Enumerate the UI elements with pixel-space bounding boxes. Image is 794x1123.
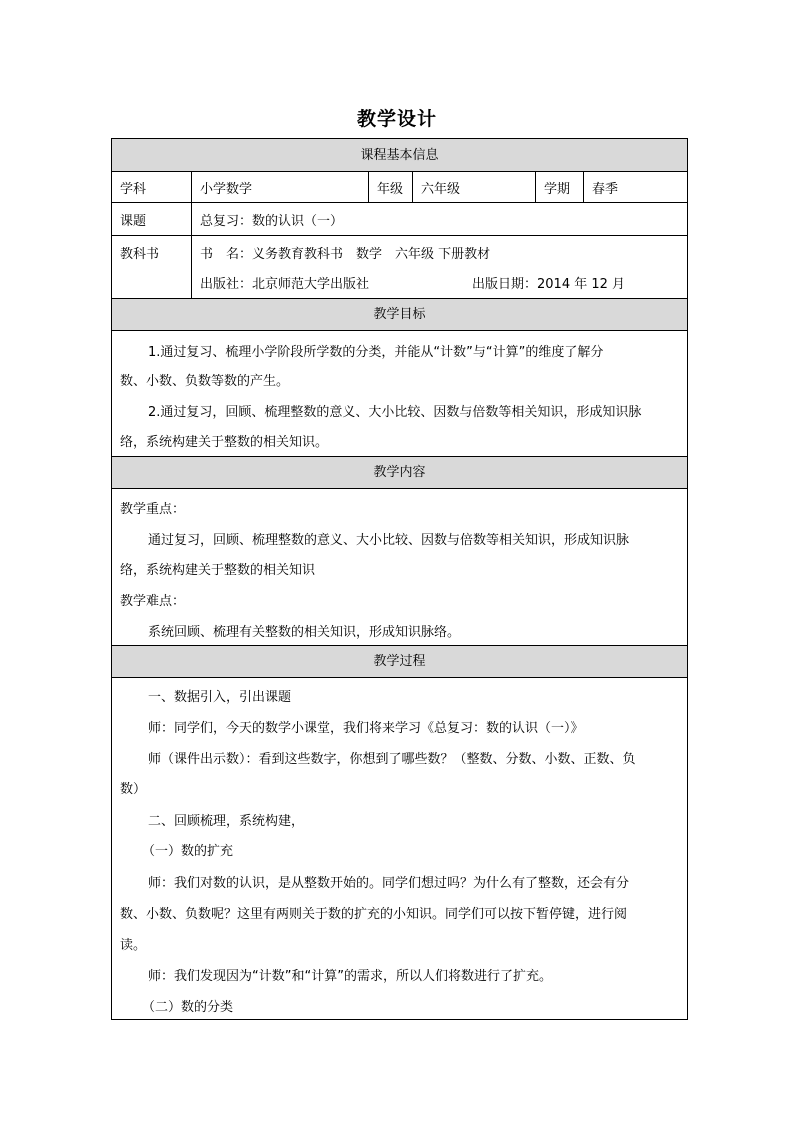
key-point-line-2: 络，系统构建关于整数的相关知识 bbox=[120, 563, 316, 578]
textbook-publisher: 出版社：北京师范大学出版社 bbox=[200, 277, 370, 292]
grade-label: 年级 bbox=[369, 172, 413, 202]
section-title: 教学目标 bbox=[373, 307, 426, 322]
process-line: 数） bbox=[120, 782, 147, 797]
subject-label: 学科 bbox=[112, 172, 192, 202]
topic-value: 总复习：数的认识（一） bbox=[200, 213, 344, 229]
textbook-label: 教科书 bbox=[112, 236, 192, 298]
subject-value: 小学数学 bbox=[192, 172, 369, 202]
section-header-process bbox=[112, 646, 687, 678]
process-line: 师：我们对数的认识，是从整数开始的。同学们想过吗？为什么有了整数，还会有分 bbox=[148, 876, 630, 891]
process-step-2: 二、回顾梳理，系统构建， bbox=[148, 814, 305, 829]
process-line: 数、小数、负数呢？这里有两则关于数的扩充的小知识。同学们可以按下暂停键，进行阅 bbox=[120, 907, 628, 922]
grade-value: 六年级 bbox=[413, 172, 536, 202]
process-line: 读。 bbox=[120, 938, 147, 953]
goal-1-line-2: 数、小数、负数等数的产生。 bbox=[120, 374, 290, 389]
goal-1-line-1: 1.通过复习、梳理小学阶段所学数的分类，并能从“计数”与“计算”的维度了解分 bbox=[148, 345, 604, 360]
process-subsection-1: （一）数的扩充 bbox=[142, 844, 234, 859]
goals-body bbox=[112, 331, 687, 457]
term-value: 春季 bbox=[592, 181, 619, 197]
section-title: 教学内容 bbox=[373, 465, 426, 480]
section-title: 教学过程 bbox=[373, 654, 426, 669]
process-line: 师：同学们，今天的数学小课堂，我们将来学习《总复习：数的认识（一）》 bbox=[148, 721, 584, 736]
process-step-1: 一、数据引入，引出课题 bbox=[148, 690, 292, 705]
textbook-pub-date: 出版日期：2014 年 12 月 bbox=[472, 277, 626, 292]
info-row-topic bbox=[112, 203, 687, 236]
difficulty-label: 教学难点： bbox=[120, 594, 186, 609]
process-line: 师（课件出示数）：看到这些数字，你想到了哪些数？（整数、分数、小数、正数、负 bbox=[148, 752, 636, 767]
term-label: 学期 bbox=[536, 172, 584, 202]
section-title: 课程基本信息 bbox=[360, 148, 439, 163]
process-subsection-2: （二）数的分类 bbox=[142, 1000, 234, 1015]
difficulty-text: 系统回顾、梳理有关整数的相关知识，形成知识脉络。 bbox=[148, 625, 461, 640]
content-body bbox=[112, 489, 687, 646]
lesson-plan-table bbox=[111, 138, 688, 1020]
goal-2-line-1: 2.通过复习，回顾、梳理整数的意义、大小比较、因数与倍数等相关知识，形成知识脉 bbox=[148, 405, 642, 420]
goal-2-line-2: 络，系统构建关于整数的相关知识。 bbox=[120, 435, 329, 450]
process-body bbox=[112, 678, 687, 1019]
info-row-subject bbox=[112, 172, 687, 203]
section-header-goals bbox=[112, 299, 687, 331]
key-point-line-1: 通过复习，回顾、梳理整数的意义、大小比较、因数与倍数等相关知识，形成知识脉 bbox=[148, 533, 630, 548]
topic-label: 课题 bbox=[112, 203, 192, 235]
key-point-label: 教学重点： bbox=[120, 502, 186, 517]
section-header-basic-info bbox=[112, 139, 687, 172]
section-header-content bbox=[112, 457, 687, 489]
process-line: 师：我们发现因为“计数”和“计算”的需求，所以人们将数进行了扩充。 bbox=[148, 969, 552, 984]
textbook-name: 书 名：义务教育教科书 数学 六年级 下册教材 bbox=[200, 247, 491, 262]
info-row-textbook bbox=[112, 236, 687, 299]
document-title: 教学设计 bbox=[356, 108, 437, 130]
